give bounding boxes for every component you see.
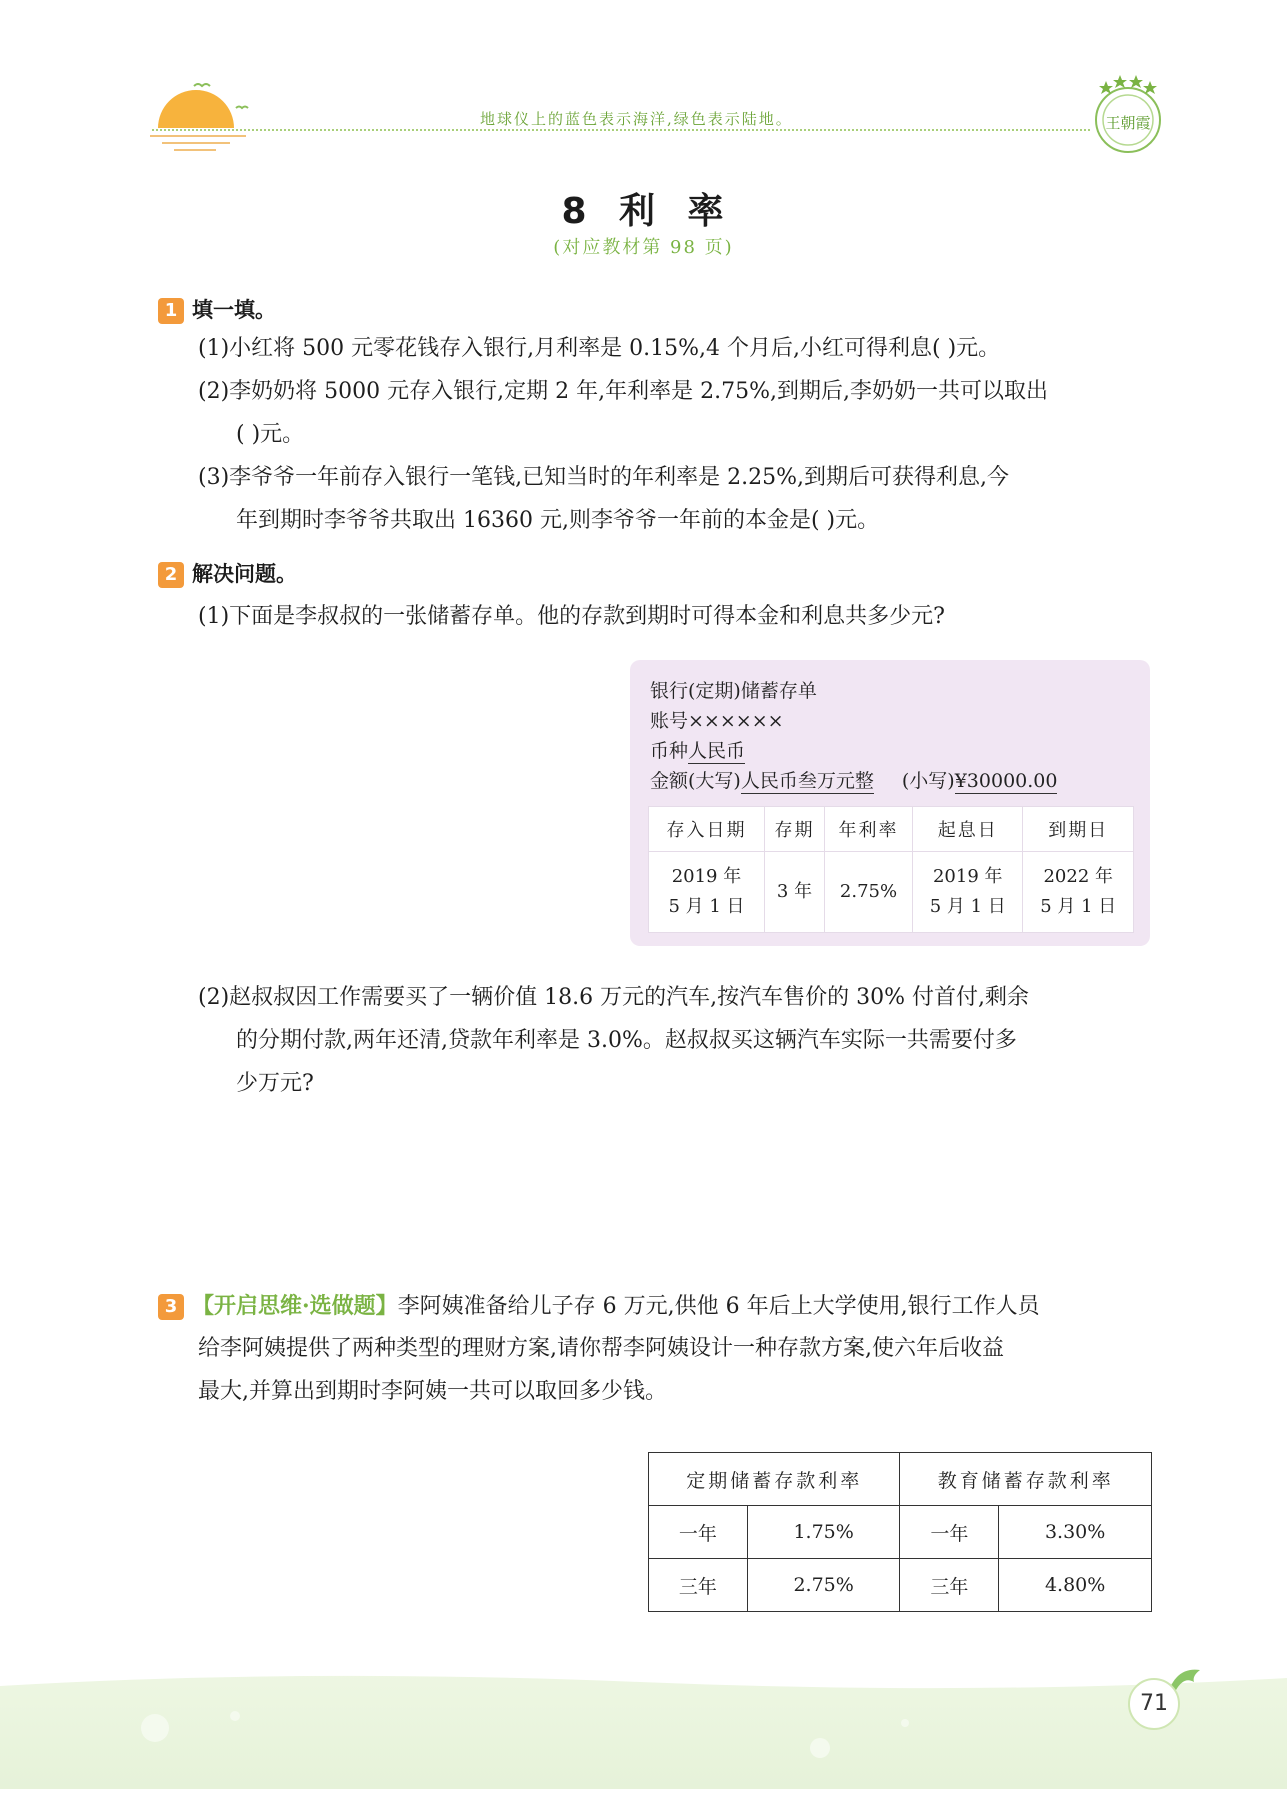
slip-header-deposit-date: 存入日期 (649, 807, 765, 852)
rate-header-edu: 教育储蓄存款利率 (900, 1453, 1152, 1506)
sun-icon (150, 80, 260, 160)
brand-logo (1088, 72, 1168, 162)
section-3-line2: 给李阿姨提供了两种类型的理财方案,请你帮李阿姨设计一种存款方案,使六年后收益 (198, 1336, 1004, 1361)
table-row (649, 1559, 1152, 1612)
section-3-line3: 最大,并算出到期时李阿姨一共可以取回多少钱。 (198, 1379, 667, 1404)
slip-cell-start (913, 852, 1023, 933)
slip-table-header (649, 807, 1134, 852)
section-3-line1 (158, 1284, 1040, 1329)
rate-table-header (649, 1453, 1152, 1506)
page-subtitle: (对应教材第 98 页) (553, 237, 734, 258)
section-2-heading (158, 558, 297, 588)
slip-cell-term: 3 年 (764, 852, 824, 933)
slip-currency (650, 736, 745, 763)
slip-header-due: 到期日 (1023, 807, 1134, 852)
slip-deposit-year: 2019 年 (671, 866, 742, 887)
slip-start-day: 5 月 1 日 (929, 896, 1006, 917)
footer-ground (0, 1668, 1287, 1789)
question-2-2-line3: 少万元? (236, 1071, 314, 1096)
rate-header-fixed: 定期储蓄存款利率 (649, 1453, 900, 1506)
slip-start-year: 2019 年 (932, 866, 1003, 887)
question-1-3-line1: (3)李爷爷一年前存入银行一笔钱,已知当时的年利率是 2.25%,到期后可获得利息,今 (198, 465, 1010, 490)
slip-due-day: 5 月 1 日 (1040, 896, 1117, 917)
section-3-text-1: 李阿姨准备给儿子存 6 万元,供他 6 年后上大学使用,银行工作人员 (397, 1294, 1040, 1319)
table-row (649, 852, 1134, 933)
slip-table (648, 806, 1134, 933)
rate-edu: 3.30% (999, 1506, 1152, 1559)
rate-term: 一年 (649, 1506, 748, 1559)
section-1-title: 填一填。 (192, 298, 276, 322)
slip-account-label: 账号 (650, 710, 689, 732)
rate-term-edu: 一年 (900, 1506, 999, 1559)
slip-title: 银行(定期)储蓄存单 (650, 680, 817, 702)
slip-header-term: 存期 (764, 807, 824, 852)
slip-amount-small: ¥30000.00 (954, 770, 1058, 792)
question-1-1: (1)小红将 500 元零花钱存入银行,月利率是 0.15%,4 个月后,小红可得利息( )元。 (198, 336, 1001, 361)
section-3-badge: 3 (158, 1294, 184, 1320)
rate-term: 三年 (649, 1559, 748, 1612)
question-1-3-line2: 年到期时李爷爷共取出 16360 元,则李爷爷一年前的本金是( )元。 (236, 508, 880, 533)
question-1-2-line2: ( )元。 (236, 422, 305, 447)
slip-header-start: 起息日 (913, 807, 1023, 852)
rate-edu: 4.80% (999, 1559, 1152, 1612)
slip-account-value: ×××××× (688, 710, 784, 732)
page-title: 8 利 率 (561, 191, 726, 232)
slip-currency-value: 人民币 (688, 740, 746, 762)
slip-cell-due (1023, 852, 1134, 933)
slip-cell-rate: 2.75% (825, 852, 913, 933)
table-row (649, 1506, 1152, 1559)
section-1-heading (158, 294, 276, 324)
question-1-2-line1: (2)李奶奶将 5000 元存入银行,定期 2 年,年利率是 2.75%,到期后,李奶奶一共可以取出 (198, 379, 1048, 404)
slip-header-rate: 年利率 (825, 807, 913, 852)
header-tip: 地球仪上的蓝色表示海洋,绿色表示陆地。 (480, 110, 793, 128)
slip-account (650, 706, 784, 733)
slip-amount-label: 金额(大写) (650, 770, 741, 792)
section-2-title: 解决问题。 (192, 562, 297, 586)
slip-amount-upper: 人民币叁万元整 (740, 770, 874, 792)
slip-cell-deposit-date (649, 852, 765, 933)
slip-deposit-day: 5 月 1 日 (668, 896, 745, 917)
rate-table (648, 1452, 1152, 1612)
slip-amount-small-label: (小写) (901, 770, 955, 792)
slip-currency-label: 币种 (650, 740, 689, 762)
slip-due-year: 2022 年 (1043, 866, 1113, 887)
slip-amount (650, 766, 1057, 793)
rate-term-edu: 三年 (900, 1559, 999, 1612)
question-2-2-line1: (2)赵叔叔因工作需要买了一辆价值 18.6 万元的汽车,按汽车售价的 30% 付首付,剩余 (198, 985, 1030, 1010)
section-3-tag: 【开启思维·选做题】 (192, 1293, 398, 1319)
rate-fixed: 1.75% (747, 1506, 900, 1559)
page-number: 71 (1128, 1678, 1180, 1730)
svg-text:王朝霞: 王朝霞 (1105, 114, 1151, 132)
rate-fixed: 2.75% (747, 1559, 900, 1612)
section-1-badge: 1 (158, 298, 184, 324)
section-2-badge: 2 (158, 562, 184, 588)
question-2-2-line2: 的分期付款,两年还清,贷款年利率是 3.0%。赵叔叔买这辆汽车实际一共需要付多 (236, 1028, 1017, 1053)
question-2-1: (1)下面是李叔叔的一张储蓄存单。他的存款到期时可得本金和利息共多少元? (198, 604, 945, 629)
header-divider (152, 129, 1090, 131)
